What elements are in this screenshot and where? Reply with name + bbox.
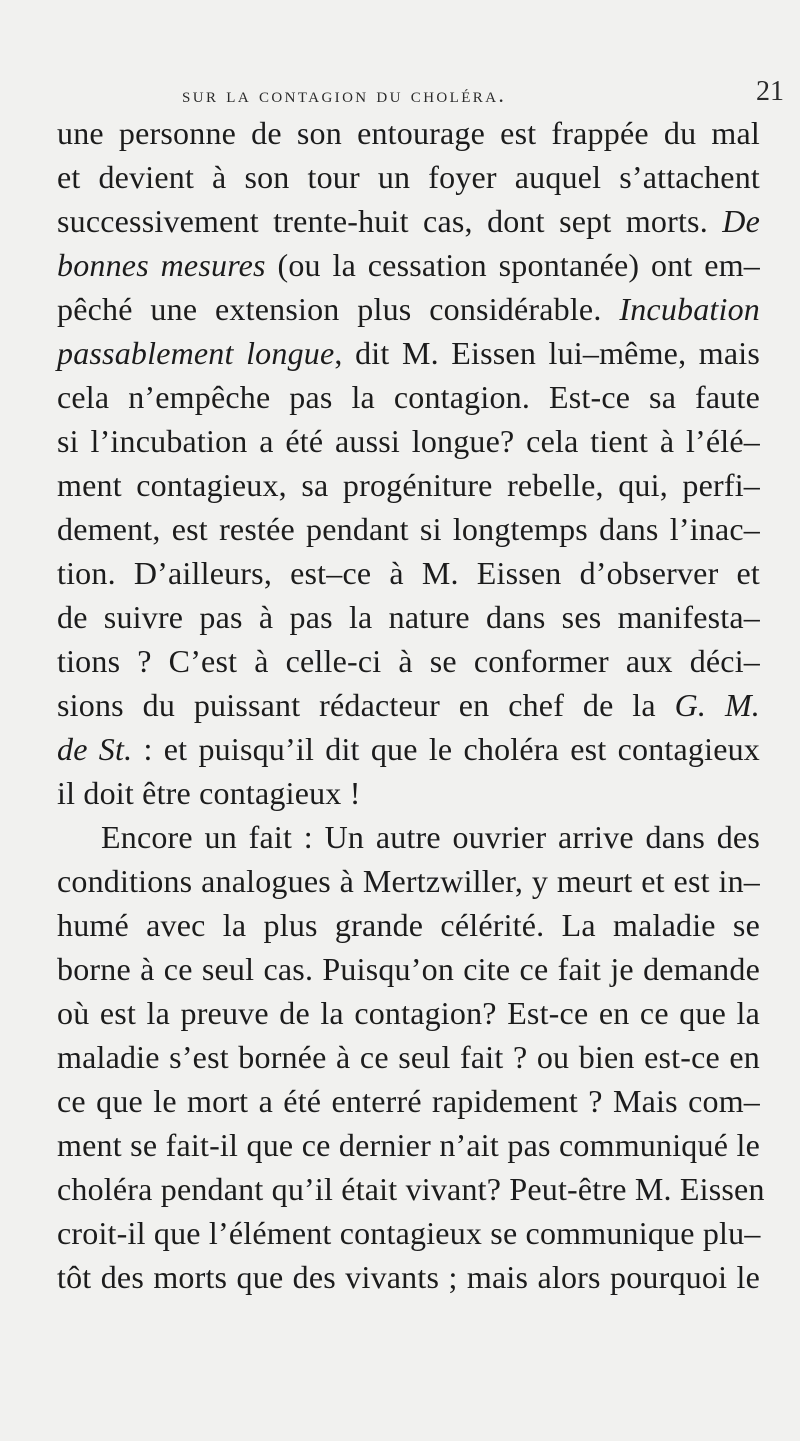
text-line: si l’incubation a été aussi longue? cela tient à l’élé– <box>57 423 760 459</box>
text-line: choléra pendant qu’il était vivant? Peut-être M. Eissen <box>57 1171 765 1207</box>
text-line: sions du puissant rédacteur en chef de la G. M. <box>57 687 761 723</box>
text-line: où est la preuve de la contagion? Est-ce en ce que la <box>57 995 760 1031</box>
text-line: conditions analogues à Mertzwiller, y meurt et est in– <box>57 863 760 899</box>
text-line: successivement trente-huit cas, dont sept morts. De <box>57 203 760 239</box>
text-line: bonnes mesures (ou la cessation spontanée) ont em– <box>57 247 760 283</box>
text-line: une personne de son entourage est frappée du mal <box>57 115 760 151</box>
text-line: tions ? C’est à celle-ci à se conformer aux déci– <box>57 643 760 679</box>
text-line: croit-il que l’élément contagieux se communique plu– <box>57 1215 761 1251</box>
text-line: ment contagieux, sa progéniture rebelle, qui, perfi– <box>57 467 760 503</box>
text-line: pêché une extension plus considérable. Incubation <box>57 291 760 327</box>
text-line: et devient à son tour un foyer auquel s’attachent <box>57 159 760 195</box>
text-line-paragraph-start: Encore un fait : Un autre ouvrier arrive dans des <box>101 819 760 855</box>
text-line: borne à ce seul cas. Puisqu’on cite ce fait je demande <box>57 951 760 987</box>
text-line: ment se fait-il que ce dernier n’ait pas communiqué le <box>57 1127 760 1163</box>
running-title: sur la contagion du choléra. <box>182 82 507 107</box>
text-line: humé avec la plus grande célérité. La maladie se <box>57 907 760 943</box>
text-line: ce que le mort a été enterré rapidement ? Mais com– <box>57 1083 760 1119</box>
text-line: tion. D’ailleurs, est–ce à M. Eissen d’observer et <box>57 555 760 591</box>
text-line: de suivre pas à pas la nature dans ses manifesta– <box>57 599 760 635</box>
text-line: cela n’empêche pas la contagion. Est-ce sa faute <box>57 379 760 415</box>
running-header <box>0 76 800 112</box>
text-line: dement, est restée pendant si longtemps dans l’inac– <box>57 511 760 547</box>
text-line-paragraph-end: il doit être contagieux ! <box>57 775 361 811</box>
text-line: de St. : et puisqu’il dit que le choléra est contagieux <box>57 731 760 767</box>
page-number: 21 <box>756 76 784 107</box>
text-line: maladie s’est bornée à ce seul fait ? ou bien est-ce en <box>57 1039 760 1075</box>
text-line: passablement longue, dit M. Eissen lui–même, mais <box>57 335 760 371</box>
text-line: tôt des morts que des vivants ; mais alors pourquoi le <box>57 1259 760 1295</box>
